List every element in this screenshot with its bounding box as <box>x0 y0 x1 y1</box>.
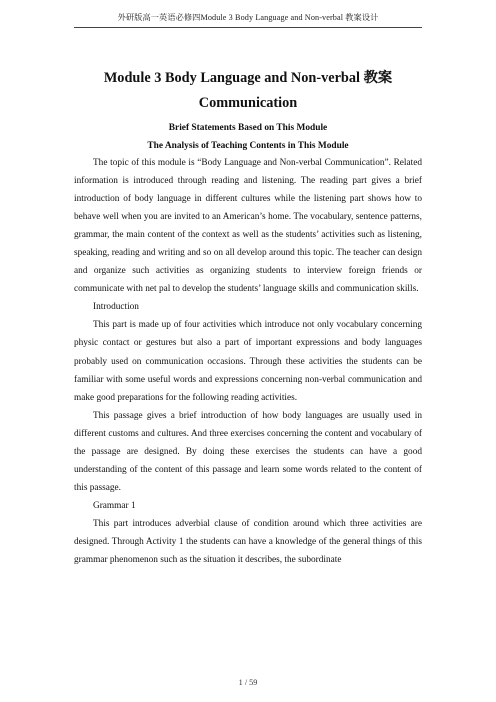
subheading-introduction: Introduction <box>93 302 139 313</box>
title-line-2: Communication <box>198 95 298 111</box>
page-number: 1 / 59 <box>238 678 258 687</box>
paragraph-introduction: This part is made up of four activities which introduce not only vocabulary concerning physic contact or gestures but also a part of important expressions and body languages probably used on communication occasions. Through these activities the students can be familiar with some useful words and expressions concerning non-verbal communication and make good preparations for the following reading activities. <box>74 320 422 403</box>
header-divider <box>74 27 422 28</box>
paragraph-topic-overview: The topic of this module is “Body Language and Non-verbal Communication”. Related information is introduced through reading and listening. The reading part gives a brief introduction of body language in different cultures while the listening part shows how to behave well when you are invited to an American’s home. The vocabulary, sentence patterns, grammar, the main content of the context as well as the students’ activities such as listening, speaking, reading and writing and so on all develop around this topic. The teacher can design and organize such activities as organizing students to interview foreign friends or communicate with net pal to develop the students’ language skills and communication skills. <box>74 158 422 295</box>
section-heading-brief-statements: Brief Statements Based on This Module <box>168 123 328 133</box>
title-line-1: Module 3 Body Language and Non-verbal 教案 <box>103 70 393 86</box>
document-body <box>74 66 422 569</box>
section-heading-analysis: The Analysis of Teaching Contents in This Module <box>147 141 349 151</box>
paragraph-grammar-1: This part introduces adverbial clause of condition around which three activities are designed. Through Activity 1 the students can have a knowledge of the general things of this grammar phenomenon such as the situation it describes, the subordinate <box>74 518 422 566</box>
paragraph-reading-passage: This passage gives a brief introduction of how body languages are usually used in different customs and cultures. And three exercises concerning the content and vocabulary of the passage are designed. By doing these exercises the students can have a good understanding of the content of this passage and learn some words related to the content of this passage. <box>74 410 422 493</box>
page-header: 外研版高一英语必修四Module 3 Body Language and Non-verbal 教案设计 <box>117 13 379 22</box>
subheading-grammar-1: Grammar 1 <box>93 500 136 511</box>
document-title <box>74 66 422 116</box>
